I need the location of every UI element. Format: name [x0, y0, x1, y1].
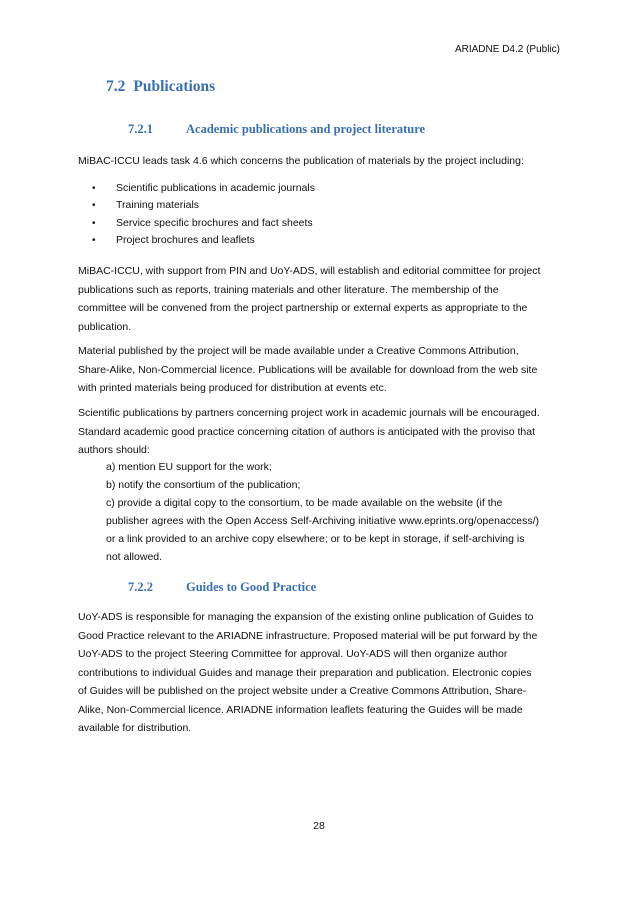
- list-item-text: Project brochures and leaflets: [116, 233, 255, 246]
- text-line: Share-Alike, Non-Commercial licence. Publications will be available for download from the web site: [78, 363, 538, 376]
- text-line: available for distribution.: [78, 722, 192, 734]
- text-line: Good Practice relevant to the ARIADNE infrastructure. Proposed material will be put forward by the: [78, 629, 538, 642]
- bullet-icon: •: [92, 200, 96, 212]
- list-item: [92, 197, 315, 214]
- paragraph-scientific-publications: [78, 404, 564, 460]
- subsection-heading-1: [128, 122, 425, 137]
- section-number: 7.2: [106, 78, 126, 95]
- text-line: Standard academic good practice concerning citation of authors is anticipated with the proviso that: [78, 425, 536, 438]
- bullet-list: [92, 180, 315, 249]
- paragraph-licence: [78, 342, 564, 398]
- list-item-text: Service specific brochures and fact sheets: [116, 216, 313, 229]
- list-item: c) provide a digital copy to the consortium, to be made available on the website (if the: [106, 497, 503, 509]
- paragraph-editorial-committee: [78, 262, 564, 336]
- text-line: MiBAC-ICCU, with support from PIN and UoY-ADS, will establish and editorial committee for project: [78, 265, 541, 277]
- text-line: of Guides will be published on the project website under a Creative Commons Attribution, Share-: [78, 685, 527, 697]
- text-line: UoY-ADS is responsible for managing the expansion of the existing online publication of Guides to: [78, 611, 534, 623]
- text-line: Material published by the project will be made available under a Creative Commons Attribution,: [78, 345, 519, 357]
- bullet-icon: •: [92, 183, 96, 194]
- section-title: Publications: [133, 78, 216, 95]
- list-item: not allowed.: [106, 551, 163, 563]
- text-line: Alike, Non-Commercial licence. ARIADNE information leaflets featuring the Guides will be made: [78, 703, 523, 716]
- list-item: b) notify the consortium of the publication;: [106, 479, 301, 491]
- subsection-number: 7.2.1: [128, 122, 153, 136]
- list-item: publisher agrees with the Open Access Self-Archiving initiative www.eprints.org/openaccess/): [106, 515, 540, 527]
- list-item: [92, 180, 315, 197]
- page-number: 28: [313, 820, 325, 832]
- section-heading: [106, 78, 215, 96]
- list-item: a) mention EU support for the work;: [106, 461, 272, 473]
- bullet-icon: •: [92, 217, 96, 229]
- subsection-title: Guides to Good Practice: [186, 580, 317, 594]
- list-item-text: Scientific publications in academic journals: [116, 182, 316, 194]
- text-line: publications such as reports, training materials and other literature. The membership of the: [78, 283, 499, 296]
- paragraph-guides: [78, 608, 564, 738]
- author-obligations-list: [106, 458, 539, 566]
- text-line: with printed materials being produced for distribution at events etc.: [78, 382, 387, 394]
- text-line: authors should:: [78, 444, 150, 456]
- text-line: contributions to individual Guides and manage their preparation and publication. Electronic copies: [78, 666, 532, 679]
- list-item-text: Training materials: [116, 199, 200, 212]
- text-line: committee will be convened from the project partnership or external experts as appropriate to the: [78, 302, 528, 314]
- subsection-number: 7.2.2: [128, 580, 153, 594]
- text-line: Scientific publications by partners concerning project work in academic journals will be encouraged.: [78, 407, 540, 419]
- list-item: [92, 232, 315, 249]
- text-line: MiBAC-ICCU leads task 4.6 which concerns the publication of materials by the project including:: [78, 155, 524, 167]
- list-item: [92, 215, 315, 232]
- text-line: UoY-ADS to the project Steering Committee for approval. UoY-ADS will then organize author: [78, 648, 508, 660]
- running-header: ARIADNE D4.2 (Public): [454, 44, 560, 55]
- bullet-icon: •: [92, 234, 96, 246]
- list-item: or a link provided to an archive copy elsewhere; or to be kept in storage, if self-archiving is: [106, 533, 525, 545]
- intro-paragraph: [78, 152, 564, 171]
- subsection-heading-2: [128, 580, 316, 595]
- text-line: publication.: [78, 320, 132, 333]
- subsection-title: Academic publications and project literature: [186, 122, 426, 136]
